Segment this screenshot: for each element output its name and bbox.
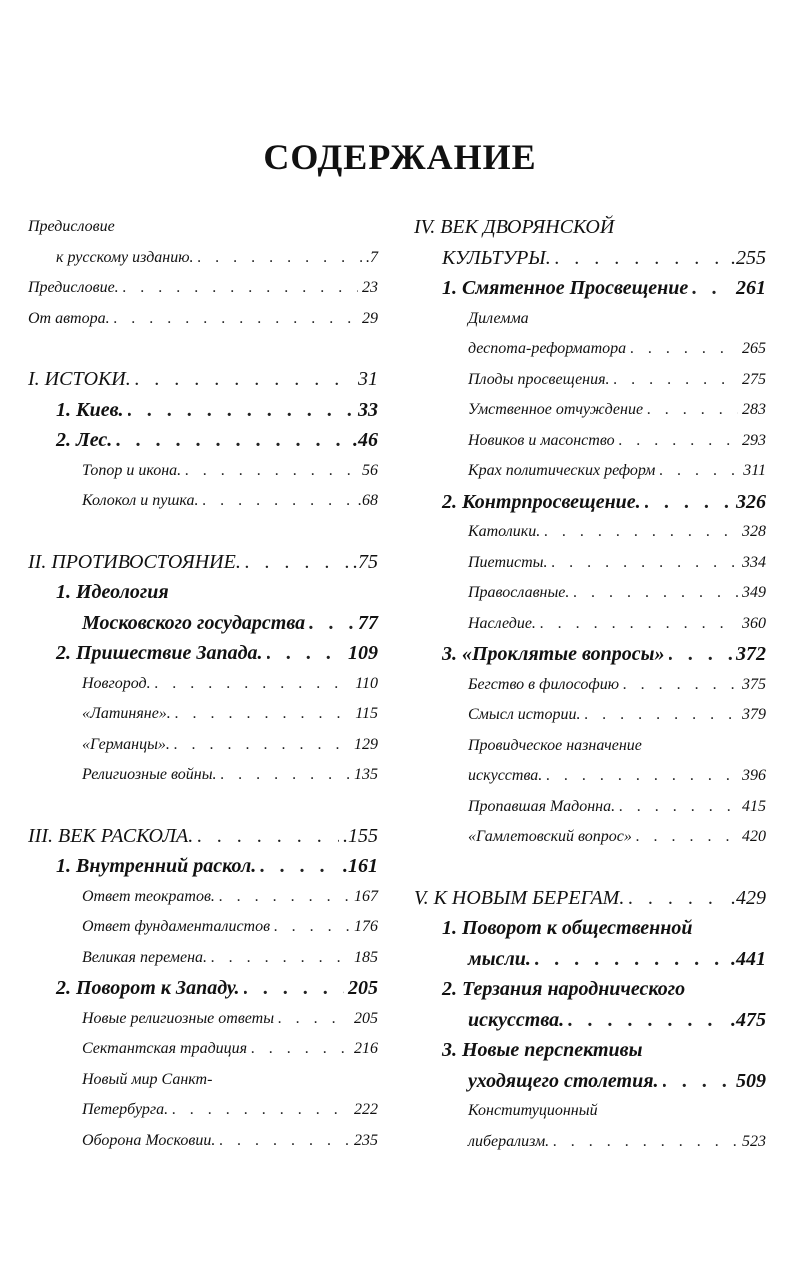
toc-entry-section[interactable] xyxy=(28,912,378,943)
toc-entry-front[interactable] xyxy=(28,212,378,243)
toc-entry-section[interactable] xyxy=(414,822,766,853)
toc-entry-title: Предисловие. xyxy=(28,279,119,296)
dot-leader xyxy=(628,883,727,914)
toc-entry-section[interactable] xyxy=(414,792,766,823)
dot-leader xyxy=(198,243,363,274)
toc-entry-title: уходящего столетия. xyxy=(468,1069,659,1092)
dot-leader xyxy=(573,578,738,609)
toc-page-number: .161 xyxy=(343,855,378,877)
toc-entry-title: Предисловие xyxy=(28,218,115,235)
toc-entry-part[interactable] xyxy=(28,364,378,395)
toc-page-number: .255 xyxy=(731,246,766,269)
toc-entry-title: II. ПРОТИВОСТОЯНИЕ. xyxy=(28,550,241,573)
dot-leader xyxy=(185,456,358,487)
toc-entry-title: Конституционный xyxy=(468,1102,598,1119)
toc-entry-title: к русскому изданию. xyxy=(56,248,194,266)
toc-entry-section[interactable] xyxy=(414,548,766,579)
toc-entry-section[interactable] xyxy=(28,1126,378,1157)
toc-page-number: 261 xyxy=(736,277,766,299)
toc-entry-part[interactable] xyxy=(28,821,378,852)
toc-page-number: 379 xyxy=(742,706,766,723)
toc-entry-title: Пиетисты. xyxy=(468,553,548,571)
toc-entry-chapter[interactable] xyxy=(28,638,378,669)
toc-entry-section[interactable] xyxy=(414,1096,766,1127)
toc-page-number: 115 xyxy=(355,705,378,722)
dot-leader xyxy=(552,548,739,579)
toc-entry-title: Петербурга. xyxy=(82,1101,169,1118)
toc-entry-chapter[interactable] xyxy=(28,608,378,639)
toc-entry-section[interactable] xyxy=(414,578,766,609)
toc-entry-title: I. ИСТОКИ. xyxy=(28,368,131,390)
toc-page-number: .475 xyxy=(731,1008,766,1031)
toc-entry-title: Дилемма xyxy=(468,309,529,327)
toc-entry-title: «Гамлетовский вопрос» xyxy=(468,828,632,845)
toc-entry-title: «Латиняне». xyxy=(82,705,171,722)
toc-entry-front[interactable] xyxy=(28,243,378,274)
toc-entry-title: 2. Терзания народнического xyxy=(442,978,686,1000)
dot-leader xyxy=(614,365,738,396)
toc-entry-title: Наследие. xyxy=(468,614,536,632)
toc-page-number: .75 xyxy=(353,550,378,573)
toc-entry-title: искусства. xyxy=(468,767,543,784)
toc-entry-title: 2. Контрпросвещение. xyxy=(442,490,641,513)
dot-leader xyxy=(278,1004,350,1035)
toc-page-number: .68 xyxy=(358,492,378,509)
toc-page-number: 349 xyxy=(742,584,766,601)
dot-leader xyxy=(155,669,352,700)
toc-entry-title: 1. Смятенное Просвещение xyxy=(442,277,689,299)
toc-entry-chapter[interactable] xyxy=(414,639,766,670)
dot-leader xyxy=(251,1034,350,1065)
toc-entry-title: искусства. xyxy=(468,1008,565,1031)
toc-entry-title: Плоды просвещения. xyxy=(468,370,610,388)
toc-entry-section[interactable] xyxy=(28,669,378,700)
toc-entry-part[interactable] xyxy=(414,883,766,914)
toc-entry-chapter[interactable] xyxy=(414,273,766,304)
toc-entry-chapter[interactable] xyxy=(414,944,766,975)
dot-leader xyxy=(645,487,732,518)
dot-leader xyxy=(274,912,350,943)
toc-page-number: 109 xyxy=(348,642,378,664)
toc-entry-title: Ответ фундаменталистов xyxy=(82,918,271,935)
toc-entry-front[interactable] xyxy=(28,304,378,335)
toc-entry-title: Новые религиозные ответы xyxy=(82,1009,275,1027)
dot-leader xyxy=(203,486,354,517)
toc-page-number: 275 xyxy=(742,370,766,388)
toc-page-number: 415 xyxy=(742,797,766,815)
toc-page-number: 33 xyxy=(358,398,378,421)
toc-page-number: 420 xyxy=(742,828,766,845)
toc-entry-title: Топор и икона. xyxy=(82,461,182,479)
toc-page-number: .46 xyxy=(353,429,378,451)
toc-page-number: 293 xyxy=(742,431,766,449)
toc-entry-section[interactable] xyxy=(414,670,766,701)
dot-leader xyxy=(568,1005,727,1036)
dot-leader xyxy=(260,851,339,882)
dot-leader xyxy=(267,638,344,669)
toc-page-number: 222 xyxy=(354,1101,378,1118)
toc-entry-chapter[interactable] xyxy=(414,974,766,1005)
toc-page-number: 311 xyxy=(743,462,766,479)
toc-entry-section[interactable] xyxy=(414,304,766,335)
dot-leader xyxy=(663,1066,732,1097)
dot-leader xyxy=(135,364,354,395)
toc-page-number: 328 xyxy=(742,523,766,540)
toc-entry-title: III. ВЕК РАСКОЛА. xyxy=(28,824,194,847)
toc-entry-title: От автора. xyxy=(28,309,110,327)
toc-entry-section[interactable] xyxy=(414,731,766,762)
dot-leader xyxy=(553,1127,738,1158)
dot-leader xyxy=(197,821,339,852)
toc-page-number: 509 xyxy=(736,1069,766,1092)
toc-page-number: 205 xyxy=(354,1009,378,1027)
toc-entry-title: Сектантская традиция xyxy=(82,1040,248,1057)
toc-entry-title: 2. Поворот к Западу. xyxy=(56,977,240,999)
toc-entry-title: Умственное отчуждение xyxy=(468,401,644,418)
toc-entry-title: 1. Поворот к общественной xyxy=(442,917,693,939)
toc-page-number: 129 xyxy=(354,735,378,753)
dot-leader xyxy=(123,273,358,304)
dot-leader xyxy=(636,822,738,853)
toc-entry-title: Оборона Московии. xyxy=(82,1131,216,1149)
toc-page-number: 135 xyxy=(354,766,378,783)
dot-leader xyxy=(630,334,738,365)
dot-leader xyxy=(619,426,738,457)
dot-leader xyxy=(647,395,738,426)
toc-page-number: 360 xyxy=(742,614,766,632)
toc-entry-title: 2. Лес. xyxy=(56,429,113,451)
toc-entry-title: КУЛЬТУРЫ. xyxy=(442,246,551,269)
toc-entry-section[interactable] xyxy=(28,760,378,791)
toc-entry-chapter[interactable] xyxy=(414,1035,766,1066)
toc-page-number: 56 xyxy=(362,461,378,479)
toc-page-number: 176 xyxy=(354,918,378,935)
page-title: СОДЕРЖАНИЕ xyxy=(263,137,537,178)
section-spacer xyxy=(28,517,378,547)
section-spacer xyxy=(28,334,378,364)
toc-entry-section[interactable] xyxy=(28,943,378,974)
toc-entry-chapter[interactable] xyxy=(28,851,378,882)
toc-entry-section[interactable] xyxy=(414,426,766,457)
dot-leader xyxy=(669,639,732,670)
dot-leader xyxy=(211,943,350,974)
toc-entry-title: «Германцы». xyxy=(82,735,170,753)
toc-page-number: .155 xyxy=(343,824,378,847)
dot-leader xyxy=(116,425,349,456)
toc-page-number: 31 xyxy=(358,368,378,390)
toc-entry-chapter[interactable] xyxy=(414,913,766,944)
dot-leader xyxy=(244,973,345,1004)
toc-page-number: 205 xyxy=(348,977,378,999)
toc-page-number: 216 xyxy=(354,1040,378,1057)
toc-page-number: 326 xyxy=(736,490,766,513)
toc-entry-chapter[interactable] xyxy=(414,1066,766,1097)
toc-entry-section[interactable] xyxy=(28,699,378,730)
dot-leader xyxy=(555,243,727,274)
toc-entry-title: 3. Новые перспективы xyxy=(442,1039,643,1061)
toc-entry-section[interactable] xyxy=(28,730,378,761)
toc-entry-title: Ответ теократов. xyxy=(82,887,215,905)
toc-entry-title: 3. «Проклятые вопросы» xyxy=(442,643,665,665)
toc-entry-part[interactable] xyxy=(414,212,766,243)
dot-leader xyxy=(535,944,727,975)
dot-leader xyxy=(172,1095,350,1126)
toc-entry-title: Московского государства xyxy=(82,611,306,634)
dot-leader xyxy=(221,760,350,791)
toc-entry-section[interactable] xyxy=(28,1034,378,1065)
toc-page-number: 235 xyxy=(354,1131,378,1149)
dot-leader xyxy=(175,699,351,730)
toc-entry-section[interactable] xyxy=(414,365,766,396)
toc-entry-chapter[interactable] xyxy=(414,487,766,518)
dot-leader xyxy=(584,700,738,731)
toc-entry-section[interactable] xyxy=(414,700,766,731)
toc-entry-title: Пропавшая Мадонна. xyxy=(468,797,616,815)
dot-leader xyxy=(245,547,349,578)
toc-left-column xyxy=(28,212,378,1156)
toc-entry-title: Смысл истории. xyxy=(468,706,581,723)
toc-entry-front[interactable] xyxy=(28,273,378,304)
toc-page-number: 283 xyxy=(742,401,766,418)
toc-page-number: 372 xyxy=(736,643,766,665)
dot-leader xyxy=(128,395,355,426)
dot-leader xyxy=(309,608,354,639)
toc-page-number: 375 xyxy=(742,675,766,693)
toc-entry-title: Православные. xyxy=(468,584,570,601)
toc-page-number: 334 xyxy=(742,553,766,571)
dot-leader xyxy=(219,1126,350,1157)
toc-entry-section[interactable] xyxy=(28,1004,378,1035)
toc-entry-section[interactable] xyxy=(28,882,378,913)
dot-leader xyxy=(619,792,738,823)
toc-entry-section[interactable] xyxy=(414,517,766,548)
toc-entry-title: V. К НОВЫМ БЕРЕГАМ. xyxy=(414,886,625,909)
toc-page-number: 29 xyxy=(362,309,378,327)
toc-page-number: 185 xyxy=(354,948,378,966)
dot-leader xyxy=(544,517,738,548)
toc-entry-title: деспота-реформатора xyxy=(468,340,627,357)
toc-entry-title: мысли. xyxy=(468,947,531,970)
toc-entry-title: 1. Идеология xyxy=(56,581,169,603)
section-spacer xyxy=(414,853,766,883)
toc-entry-section[interactable] xyxy=(414,456,766,487)
toc-entry-chapter[interactable] xyxy=(28,425,378,456)
toc-entry-title: 1. Киев. xyxy=(56,398,124,421)
toc-page-number: 396 xyxy=(742,767,766,784)
toc-page-number: 77 xyxy=(358,611,378,634)
toc-entry-chapter[interactable] xyxy=(28,973,378,1004)
toc-entry-title: 1. Внутренний раскол. xyxy=(56,855,257,877)
dot-leader xyxy=(174,730,350,761)
toc-page-number: 23 xyxy=(362,279,378,296)
toc-page-number: 265 xyxy=(742,340,766,357)
toc-entry-title: Новый мир Санкт- xyxy=(82,1070,213,1088)
dot-leader xyxy=(219,882,350,913)
toc-entry-chapter[interactable] xyxy=(28,577,378,608)
toc-entry-title: Новгород. xyxy=(82,674,151,692)
toc-right-column xyxy=(414,212,766,1157)
dot-leader xyxy=(540,609,738,640)
toc-page-number: .7 xyxy=(366,248,378,266)
toc-entry-section[interactable] xyxy=(28,1065,378,1096)
toc-entry-chapter[interactable] xyxy=(414,1005,766,1036)
toc-entry-section[interactable] xyxy=(414,761,766,792)
dot-leader xyxy=(692,273,732,304)
toc-entry-section[interactable] xyxy=(414,609,766,640)
toc-page-number: 167 xyxy=(354,887,378,905)
toc-entry-section[interactable] xyxy=(28,456,378,487)
toc-page-number: .441 xyxy=(731,947,766,970)
dot-leader xyxy=(623,670,738,701)
toc-entry-part[interactable] xyxy=(28,547,378,578)
toc-entry-title: Великая перемена. xyxy=(82,948,208,966)
section-spacer xyxy=(28,791,378,821)
toc-entry-section[interactable] xyxy=(414,1127,766,1158)
toc-page-number: 110 xyxy=(355,674,378,692)
toc-entry-title: 2. Пришествие Запада. xyxy=(56,642,263,664)
toc-entry-title: Новиков и масонство xyxy=(468,431,615,449)
toc-entry-part[interactable] xyxy=(414,243,766,274)
toc-entry-section[interactable] xyxy=(414,395,766,426)
toc-entry-section[interactable] xyxy=(28,486,378,517)
toc-page-number: 523 xyxy=(742,1132,766,1150)
toc-page-number: .429 xyxy=(731,886,766,909)
toc-entry-title: Колокол и пушка. xyxy=(82,492,199,509)
toc-entry-chapter[interactable] xyxy=(28,395,378,426)
toc-entry-section[interactable] xyxy=(414,334,766,365)
dot-leader xyxy=(114,304,358,335)
toc-entry-title: Провидческое назначение xyxy=(468,736,642,754)
toc-entry-title: Католики. xyxy=(468,523,541,540)
toc-entry-title: Бегство в философию xyxy=(468,675,619,693)
toc-entry-title: Крах политических реформ xyxy=(468,462,656,479)
toc-entry-section[interactable] xyxy=(28,1095,378,1126)
toc-entry-title: IV. ВЕК ДВОРЯНСКОЙ xyxy=(414,216,615,238)
toc-entry-title: либерализм. xyxy=(468,1132,550,1150)
dot-leader xyxy=(546,761,738,792)
dot-leader xyxy=(659,456,739,487)
toc-entry-title: Религиозные войны. xyxy=(82,766,217,783)
